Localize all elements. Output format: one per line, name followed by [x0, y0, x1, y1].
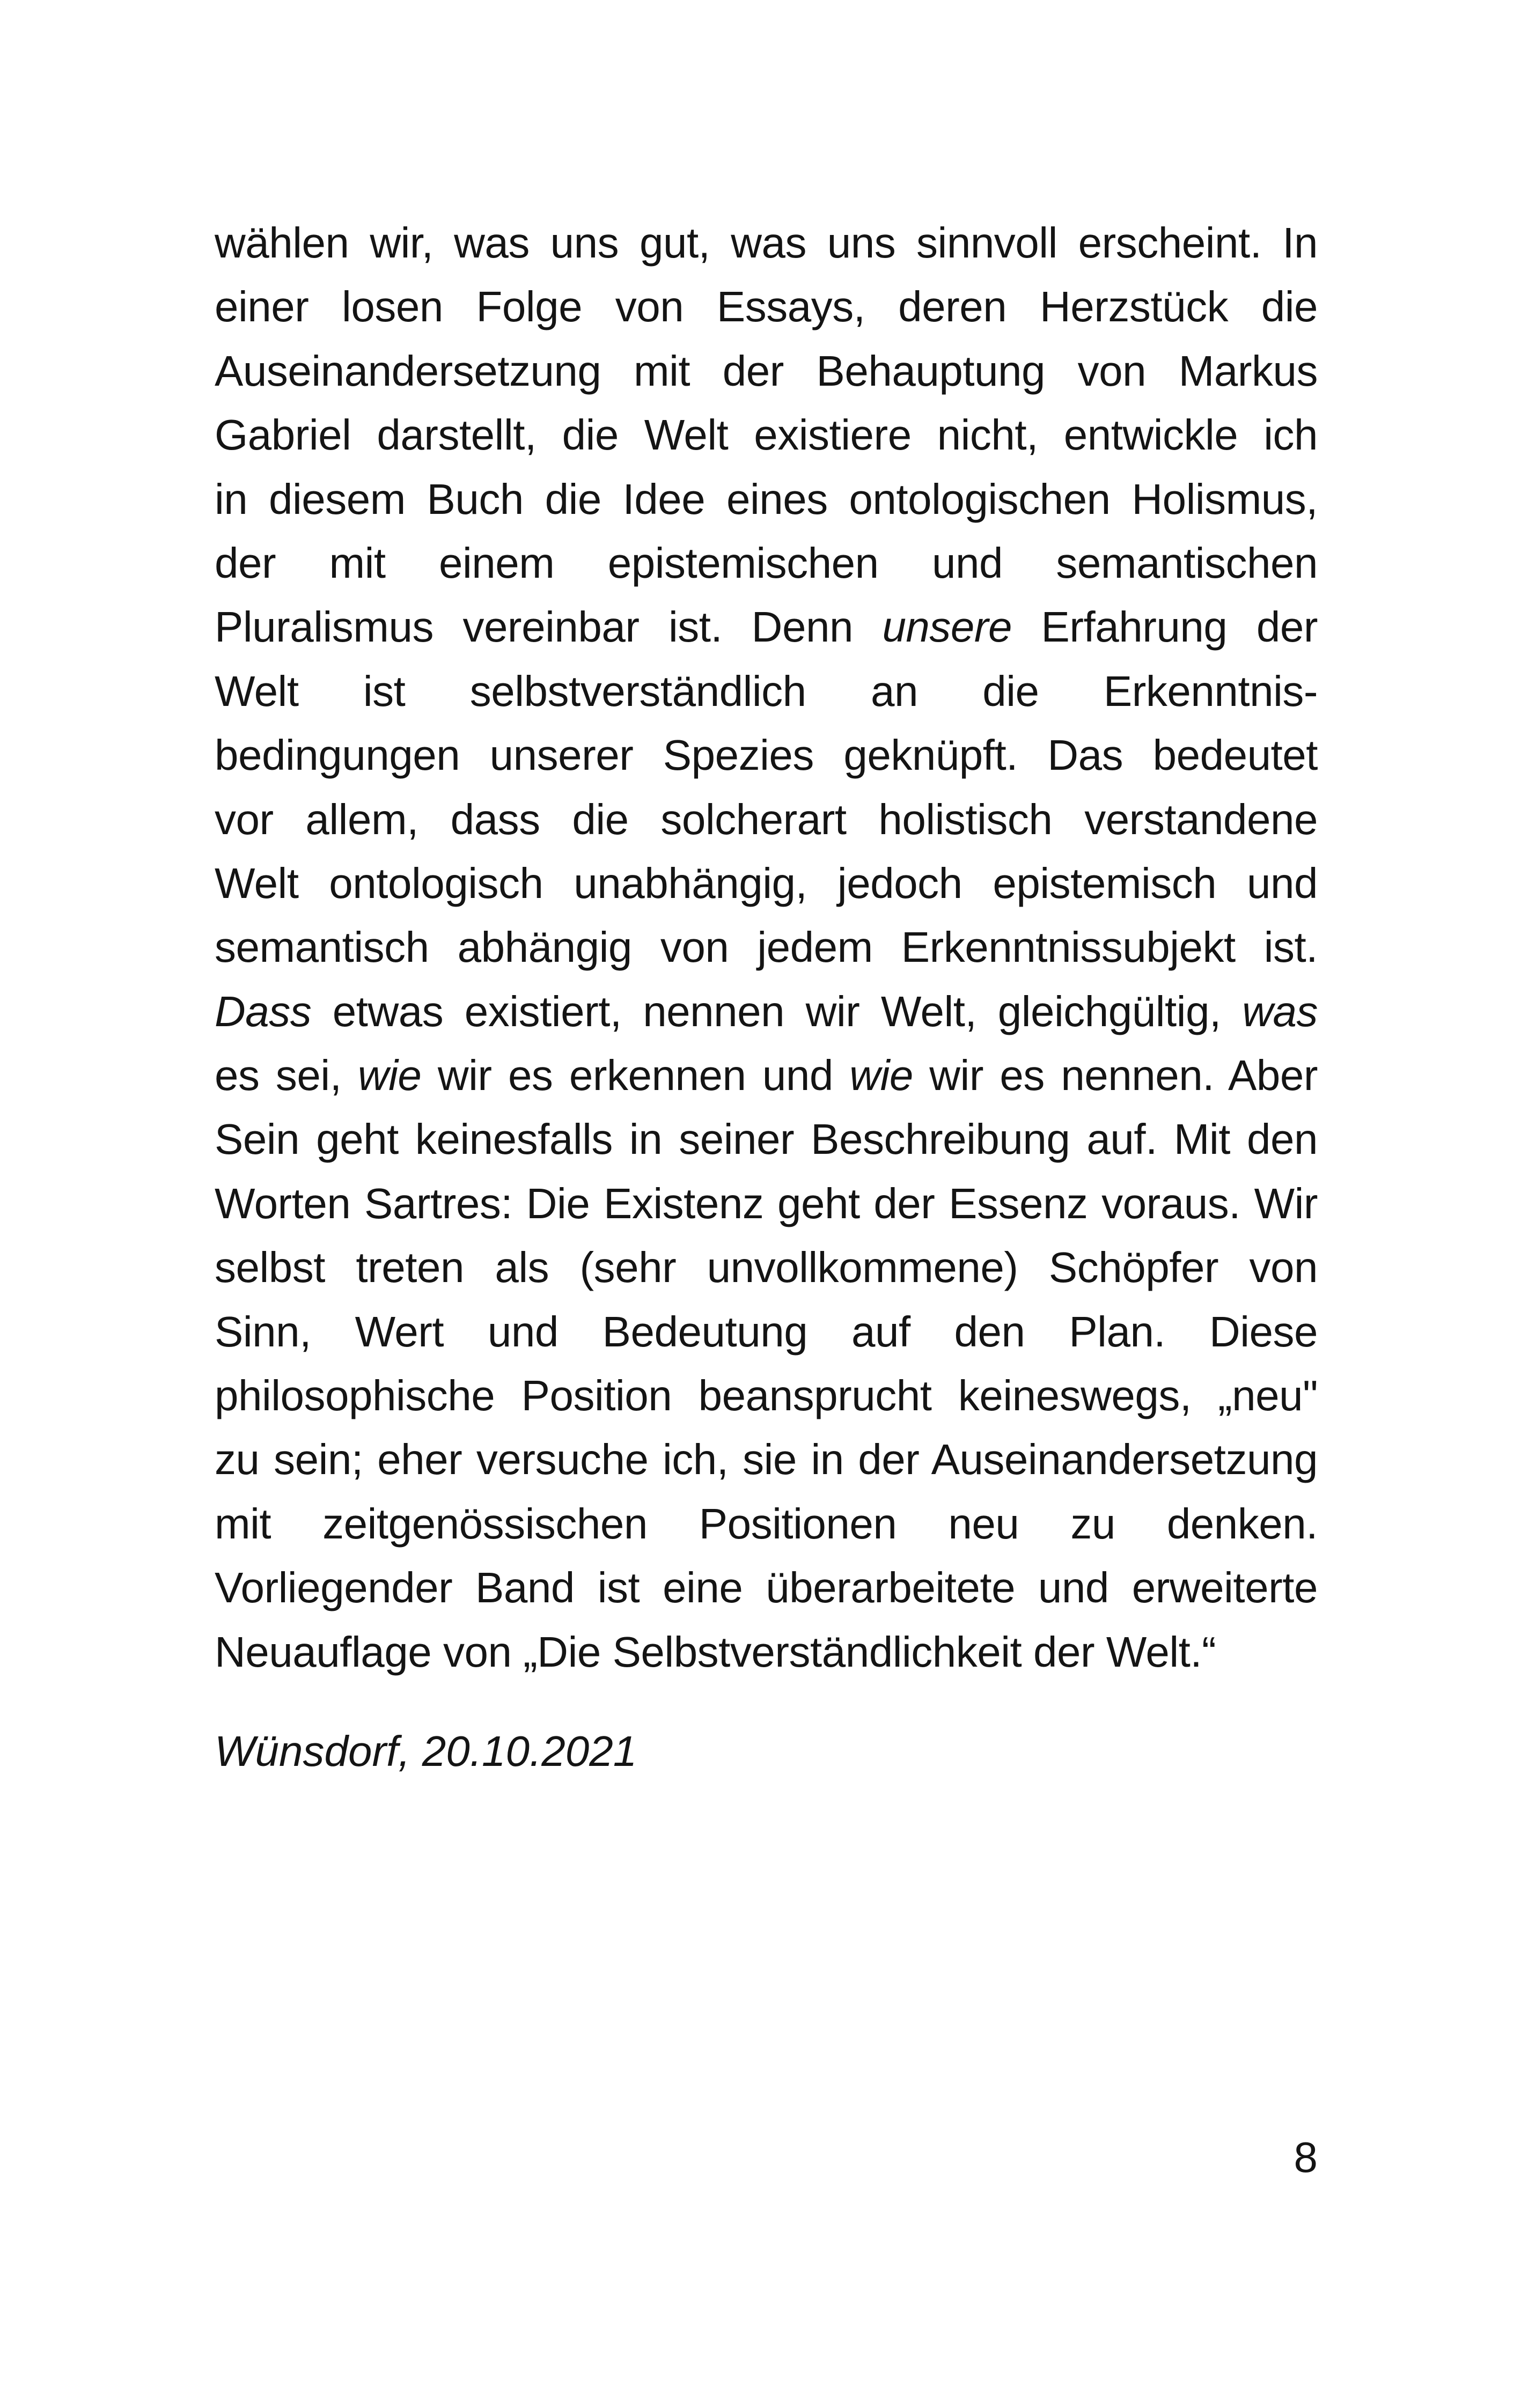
emphasis: Dass — [215, 987, 312, 1035]
text-line: Worten Sartres: Die Existenz geht der Essenz voraus. Wir — [215, 1179, 1318, 1227]
body-text — [215, 211, 1318, 1684]
page-number: 8 — [1294, 2133, 1318, 2181]
text-line: zu sein; eher versuche ich, sie in der Auseinandersetzung — [215, 1435, 1318, 1484]
text-line: einer losen Folge von Essays, deren Herzstück die — [215, 283, 1318, 331]
text-line: Vorliegender Band ist eine überarbeitete und erweiterte — [215, 1564, 1318, 1612]
text-line: selbst treten als (sehr unvollkommene) Schöpfer von — [215, 1243, 1318, 1292]
text-line: Pluralismus vereinbar ist. Denn unsere Erfahrung der — [215, 603, 1318, 651]
text-line: Welt ontologisch unabhängig, jedoch epistemisch und — [215, 859, 1318, 907]
text-line: semantisch abhängig von jedem Erkenntnissubjekt ist. — [215, 923, 1318, 971]
text-line: Neuauflage von „Die Selbstverständlichkeit der Welt.“ — [215, 1628, 1216, 1676]
text-line: wählen wir, was uns gut, was uns sinnvoll erscheint. In — [215, 219, 1318, 267]
text-line: vor allem, dass die solcherart holistisch verstandene — [215, 795, 1318, 843]
text-line: in diesem Buch die Idee eines ontologischen Holismus, — [215, 475, 1318, 523]
text-line: Sinn, Wert und Bedeutung auf den Plan. Diese — [215, 1307, 1318, 1356]
text-line: Auseinandersetzung mit der Behauptung von Markus — [215, 347, 1318, 395]
text-line: philosophische Position beansprucht keineswegs, „neu" — [215, 1372, 1318, 1420]
text-line: es sei, wie wir es erkennen und wie wir es nennen. Aber — [215, 1051, 1318, 1100]
text-line: Dass etwas existiert, nennen wir Welt, gleichgültig, was — [215, 987, 1318, 1035]
text-line: Sein geht keinesfalls in seiner Beschreibung auf. Mit den — [215, 1115, 1318, 1164]
text-line: mit zeitgenössischen Positionen neu zu denken. — [215, 1499, 1318, 1548]
text-line: bedingungen unserer Spezies geknüpft. Das bedeutet — [215, 731, 1318, 779]
text-line: Gabriel darstellt, die Welt existiere nicht, entwickle ich — [215, 411, 1318, 459]
emphasis: unsere — [882, 603, 1012, 651]
text-line: Welt ist selbstverständlich an die Erkenntnis- — [215, 667, 1318, 715]
text-line: der mit einem epistemischen und semantischen — [215, 539, 1318, 587]
emphasis: was — [1242, 987, 1318, 1035]
emphasis: wie — [849, 1051, 913, 1100]
emphasis: wie — [357, 1051, 422, 1100]
place-date-signature: Wünsdorf, 20.10.2021 — [215, 1727, 637, 1775]
